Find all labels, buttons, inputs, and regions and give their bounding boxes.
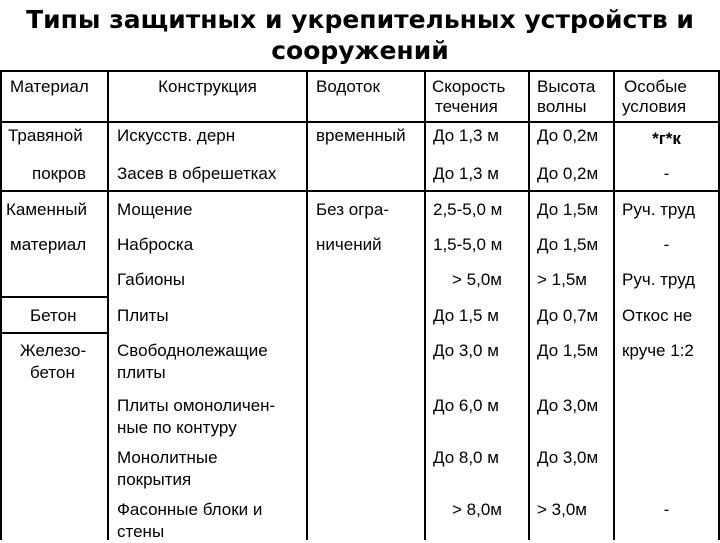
header-height-line2: волны bbox=[537, 97, 587, 116]
r6-construction: Плиты bbox=[117, 306, 169, 325]
r9-height: До 3,0м bbox=[537, 448, 599, 467]
r7-material-line2: бетон bbox=[30, 363, 75, 382]
r1-special: *г*к bbox=[652, 129, 681, 148]
r6-material: Бетон bbox=[30, 306, 77, 325]
header-special-line1: Особые bbox=[624, 77, 687, 96]
rule-after-stone bbox=[0, 296, 108, 298]
r4-material: материал bbox=[10, 235, 87, 254]
r9-construction-line2: покрытия bbox=[117, 470, 192, 489]
col-rule-construction bbox=[306, 70, 308, 540]
col-rule-watercourse bbox=[424, 70, 426, 540]
r9-construction-line1: Монолитные bbox=[117, 448, 218, 467]
r4-construction: Наброска bbox=[117, 235, 194, 254]
r5-speed: > 5,0м bbox=[452, 270, 502, 289]
r6-height: До 0,7м bbox=[537, 306, 599, 325]
r4-watercourse: ничений bbox=[316, 235, 382, 254]
r1-watercourse: временный bbox=[316, 126, 406, 145]
r9-speed: До 8,0 м bbox=[433, 448, 499, 467]
border-left bbox=[0, 70, 2, 540]
r1-speed: До 1,3 м bbox=[433, 126, 499, 145]
r4-speed: 1,5-5,0 м bbox=[433, 235, 503, 254]
r1-construction: Искусств. дерн bbox=[117, 126, 236, 145]
r7-special: круче 1:2 bbox=[622, 341, 694, 360]
r8-speed: До 6,0 м bbox=[433, 396, 499, 415]
col-rule-speed bbox=[528, 70, 530, 540]
header-special-line2: условия bbox=[622, 97, 687, 116]
r6-speed: До 1,5 м bbox=[433, 306, 499, 325]
header-material: Материал bbox=[10, 77, 89, 96]
r2-special: - bbox=[663, 164, 670, 183]
r10-speed: > 8,0м bbox=[452, 500, 502, 519]
r7-construction-line2: плиты bbox=[117, 363, 166, 382]
r8-construction-line2: ные по контуру bbox=[117, 418, 237, 437]
title-line-1: Типы защитных и укрепительных устройств и bbox=[26, 5, 694, 34]
r3-watercourse: Без огра- bbox=[316, 200, 389, 219]
r10-height: > 3,0м bbox=[537, 500, 587, 519]
r3-construction: Мощение bbox=[117, 200, 193, 219]
header-construction: Конструкция bbox=[158, 77, 257, 96]
page-title bbox=[0, 4, 720, 66]
r5-height: > 1,5м bbox=[537, 270, 587, 289]
r5-construction: Габионы bbox=[117, 270, 185, 289]
r5-special: Руч. труд bbox=[622, 270, 696, 289]
r7-construction-line1: Свободнолежащие bbox=[117, 341, 268, 360]
r1-material: Травяной bbox=[8, 126, 83, 145]
r10-special: - bbox=[663, 500, 670, 519]
r10-construction-line1: Фасонные блоки и bbox=[117, 500, 263, 519]
r10-construction-line2: стены bbox=[117, 522, 165, 541]
r2-construction: Засев в обрешетках bbox=[117, 164, 277, 183]
header-watercourse: Водоток bbox=[316, 77, 380, 96]
r3-material: Каменный bbox=[6, 200, 87, 219]
r6-special: Откос не bbox=[622, 306, 693, 325]
title-line-2: сооружений bbox=[271, 36, 449, 65]
header-speed-line1: Скорость bbox=[432, 77, 506, 96]
r4-special: - bbox=[663, 235, 670, 254]
r8-height: До 3,0м bbox=[537, 396, 599, 415]
r3-height: До 1,5м bbox=[537, 200, 599, 219]
r7-speed: До 3,0 м bbox=[433, 341, 499, 360]
r1-height: До 0,2м bbox=[537, 126, 599, 145]
col-rule-material bbox=[107, 70, 109, 540]
r2-height: До 0,2м bbox=[537, 164, 599, 183]
r3-special: Руч. труд bbox=[622, 200, 696, 219]
r4-height: До 1,5м bbox=[537, 235, 599, 254]
r3-speed: 2,5-5,0 м bbox=[433, 200, 503, 219]
r2-speed: До 1,3 м bbox=[433, 164, 499, 183]
r8-construction-line1: Плиты омоноличен- bbox=[117, 396, 276, 415]
r2-material: покров bbox=[32, 164, 87, 183]
rule-after-concrete bbox=[0, 332, 108, 334]
r7-height: До 1,5м bbox=[537, 341, 599, 360]
header-height-line1: Высота bbox=[537, 77, 596, 96]
r7-material-line1: Железо- bbox=[20, 341, 87, 360]
header-speed-line2: течения bbox=[435, 97, 498, 116]
protection-structures-table bbox=[0, 70, 720, 540]
